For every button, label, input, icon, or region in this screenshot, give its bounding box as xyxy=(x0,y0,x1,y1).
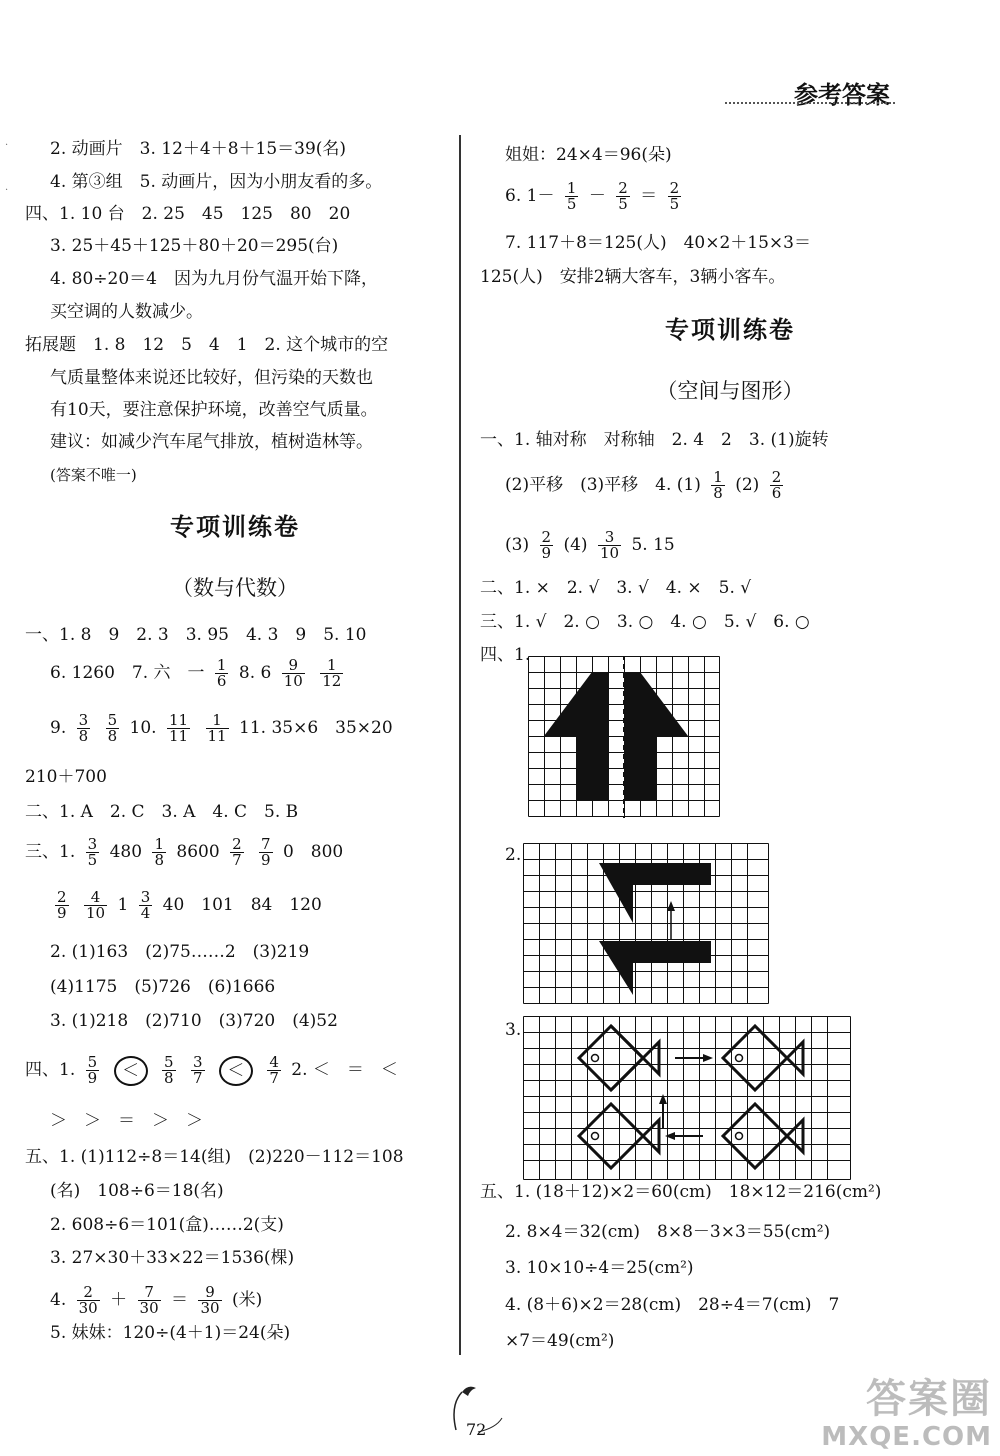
answer-line: 2. (1)163 (2)75……2 (3)219 xyxy=(50,942,310,962)
answer-line: 拓展题 1. 8 12 5 4 1 2. 这个城市的空 xyxy=(25,335,389,355)
fraction: $\frac{3}{4}$ xyxy=(140,888,151,922)
flag-shape-bottom xyxy=(599,941,711,995)
grid-lines xyxy=(524,1017,851,1180)
answer-line: 一、1. 8 9 2. 3 3. 95 4. 3 9 5. 10 xyxy=(25,625,367,645)
fraction: $\frac{3}{8}$ xyxy=(78,711,89,745)
arrowhead-right xyxy=(703,1054,713,1062)
fraction: $\frac{7}{30}$ xyxy=(139,1283,159,1317)
fraction: $\frac{11}{11}$ xyxy=(169,711,189,745)
answer-line: 4. (8＋6)×2＝28(cm) 28÷4＝7(cm) 7 xyxy=(505,1295,840,1315)
arrowhead-up xyxy=(659,1094,667,1104)
answer-line: 3. 25＋45＋125＋80＋20＝295(台) xyxy=(50,236,339,256)
answer-line: 二、1. × 2. √ 3. √ 4. × 5. √ xyxy=(480,578,752,598)
fraction: $\frac{5}{8}$ xyxy=(164,1053,174,1087)
fraction: $\frac{4}{7}$ xyxy=(269,1053,279,1087)
margin-mark: · xyxy=(5,185,9,196)
answer-line: 二、1. A 2. C 3. A 4. C 5. B xyxy=(25,802,299,822)
fraction: $\frac{2}{5}$ xyxy=(618,179,628,213)
answer-line: 一、1. 轴对称 对称轴 2. 4 2 3. (1)旋转 xyxy=(480,430,829,450)
section-subheading: （数与代数） xyxy=(172,576,298,600)
answer-line: 建议：如减少汽车尾气排放，植树造林等。 xyxy=(50,432,373,452)
fraction: $\frac{2}{9}$ xyxy=(541,528,552,562)
answer-line: 买空调的人数减少。 xyxy=(50,302,203,322)
watermark xyxy=(821,1376,992,1452)
answer-line: 气质量整体来说还比较好，但污染的天数也 xyxy=(50,368,373,388)
answer-line: 三、1. √ 2. ○ 3. ○ 4. ○ 5. √ 6. ○ xyxy=(480,612,810,632)
watermark-cn: 答案圈 xyxy=(866,1376,992,1422)
comparison-circle: ＜ xyxy=(114,1056,148,1086)
answer-line: 125(人) 安排2辆大客车，3辆小客车。 xyxy=(480,267,786,287)
answer-line: 2. 608÷6＝101(盒)……2(支) xyxy=(50,1215,284,1235)
answer-line: $\frac{2}{9}$ $\frac{4}{10}$ 1 $\frac{3}{4}$ 40 101 84 120 xyxy=(57,888,322,922)
answer-line: 9. $\frac{3}{8}$ $\frac{5}{8}$ 10. $\frac{11}{11}$ $\frac{1}{11}$ 11. 35×6 35×20 xyxy=(50,711,393,745)
answer-line: 姐姐：24×4＝96(朵) xyxy=(505,145,672,165)
fraction: $\frac{9}{30}$ xyxy=(200,1283,220,1317)
section-subheading: （空间与图形） xyxy=(656,379,804,403)
fraction: $\frac{3}{7}$ xyxy=(192,1053,203,1087)
answer-line: (名) 108÷6＝18(名) xyxy=(50,1181,224,1201)
answer-line: 3. 10×10÷4＝25(cm²) xyxy=(505,1258,694,1278)
grid-figure-translation xyxy=(523,843,769,1005)
grid-figure-fish xyxy=(523,1016,851,1180)
fraction: $\frac{2}{9}$ xyxy=(57,888,67,922)
answer-line: 五、1. (18＋12)×2＝60(cm) 18×12＝216(cm²) xyxy=(480,1182,882,1202)
answer-line: 四、1. $\frac{5}{9}$ ＜ $\frac{5}{8}$ $\frac{3}{7}$ ＜ $\frac{4}{7}$ 2. ＜ ＝ ＜ xyxy=(25,1053,398,1087)
fraction: $\frac{1}{6}$ xyxy=(216,656,227,690)
answer-line: 四、1. 10 台 2. 25 45 125 80 20 xyxy=(25,204,351,224)
fraction: $\frac{3}{5}$ xyxy=(87,835,98,869)
answer-note: (答案不唯一) xyxy=(50,466,137,484)
answer-line: ×7＝49(cm²) xyxy=(505,1331,615,1351)
fraction: $\frac{2}{6}$ xyxy=(771,468,782,502)
answer-line: (4)1175 (5)726 (6)1666 xyxy=(50,977,276,997)
answer-line: 有10天，要注意保护环境，改善空气质量。 xyxy=(50,400,378,420)
section-heading: 专项训练卷 xyxy=(170,512,300,541)
fraction: $\frac{1}{5}$ xyxy=(566,179,577,213)
fraction: $\frac{2}{5}$ xyxy=(669,179,680,213)
page-header-title: 参考答案 xyxy=(794,80,890,109)
answer-line: 3. (1)218 (2)710 (3)720 (4)52 xyxy=(50,1011,338,1031)
answer-line: 210＋700 xyxy=(25,767,107,787)
answer-line: 2. 8×4＝32(cm) 8×8－3×3＝55(cm²) xyxy=(505,1222,831,1242)
page-number: 72 xyxy=(466,1420,487,1439)
answer-line: ＞ ＞ ＝ ＞ ＞ xyxy=(50,1111,203,1131)
fraction: $\frac{5}{9}$ xyxy=(87,1053,98,1087)
section-heading: 专项训练卷 xyxy=(665,315,795,344)
fraction: $\frac{5}{8}$ xyxy=(107,711,118,745)
answer-line: 4. 80÷20＝4 因为九月份气温开始下降， xyxy=(50,269,378,289)
watermark-en: MXQE.COM xyxy=(821,1422,992,1452)
answer-line: 三、1. $\frac{3}{5}$ 480 $\frac{1}{8}$ 8600 $\frac{2}{7}$ $\frac{7}{9}$ 0 800 xyxy=(25,835,344,869)
comparison-circle: ＜ xyxy=(219,1056,253,1086)
answer-line: 3. xyxy=(505,1020,522,1040)
fraction: $\frac{4}{10}$ xyxy=(85,888,106,922)
column-divider xyxy=(459,135,461,1355)
translation-arrowhead xyxy=(667,901,675,911)
answer-line: 7. 117＋8＝125(人) 40×2＋15×3＝ xyxy=(505,233,811,253)
fraction: $\frac{1}{11}$ xyxy=(207,711,227,745)
grid-figure-arrows xyxy=(528,656,720,818)
answer-line: 6. 1260 7. 六 一 $\frac{1}{6}$ 8. 6 $\frac{9}{10}$ $\frac{1}{12}$ xyxy=(50,656,342,690)
answer-line: 6. 1－ $\frac{1}{5}$ － $\frac{2}{5}$ ＝ $\frac{2}{5}$ xyxy=(505,179,680,213)
answer-line: (2)平移 (3)平移 4. (1) $\frac{1}{8}$ (2) $\frac{2}{6}$ xyxy=(505,468,782,502)
fraction: $\frac{3}{10}$ xyxy=(599,528,620,562)
answer-line: 3. 27×30＋33×22＝1536(棵) xyxy=(50,1248,295,1268)
answer-line: 2. xyxy=(505,845,522,865)
answer-line: 5. 妹妹：120÷(4＋1)＝24(朵) xyxy=(50,1323,291,1343)
fraction: $\frac{2}{30}$ xyxy=(78,1283,98,1317)
answer-line: 4. 第③组 5. 动画片，因为小朋友看的多。 xyxy=(50,172,383,192)
margin-mark: · xyxy=(5,140,9,151)
fraction: $\frac{1}{8}$ xyxy=(154,835,164,869)
fraction: $\frac{2}{7}$ xyxy=(232,835,242,869)
answer-line: 2. 动画片 3. 12＋4＋8＋15＝39(名) xyxy=(50,139,347,159)
header-dotted-rule xyxy=(725,102,895,104)
answer-line: (3) $\frac{2}{9}$ (4) $\frac{3}{10}$ 5. 15 xyxy=(505,528,675,562)
flag-shape-top xyxy=(599,863,711,923)
answer-line: 五、1. (1)112÷8＝14(组) (2)220－112＝108 xyxy=(25,1147,404,1167)
fraction: $\frac{9}{10}$ xyxy=(283,656,303,690)
fraction: $\frac{7}{9}$ xyxy=(261,835,271,869)
fraction: $\frac{1}{12}$ xyxy=(322,656,342,690)
answer-line: 四、1. xyxy=(480,645,531,665)
answer-line: 4. $\frac{2}{30}$ ＋ $\frac{7}{30}$ ＝ $\frac{9}{30}$ (米) xyxy=(50,1283,263,1317)
fraction: $\frac{1}{8}$ xyxy=(713,468,723,502)
arrowhead-left xyxy=(665,1132,675,1140)
